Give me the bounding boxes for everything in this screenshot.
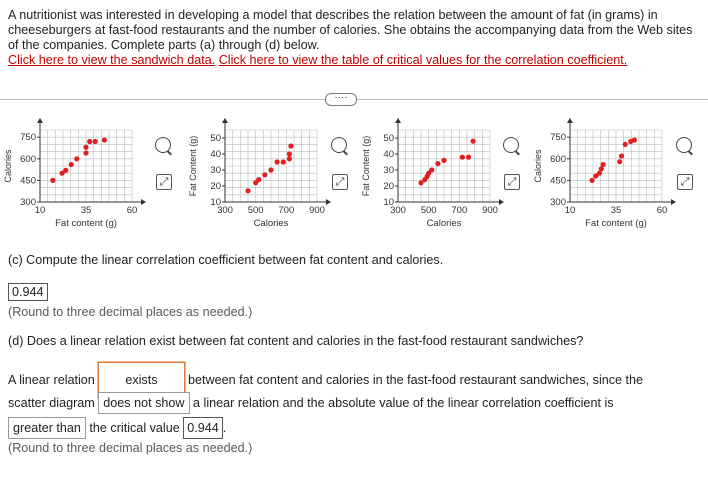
- scatter-option-c: [358, 110, 508, 240]
- data-point: [287, 151, 292, 156]
- data-point: [262, 172, 267, 177]
- data-point: [471, 139, 476, 144]
- x-axis-label: Calories: [253, 218, 289, 229]
- scatter-chart-d: [530, 110, 680, 235]
- data-point: [83, 150, 88, 155]
- x-axis-arrow: [141, 199, 146, 205]
- y-tick-label: 10: [210, 197, 221, 208]
- data-point: [632, 137, 637, 142]
- x-tick-label: 700: [451, 205, 468, 216]
- x-tick-label: 500: [420, 205, 437, 216]
- data-point: [50, 178, 55, 183]
- grid: [570, 130, 662, 202]
- scatter-chart-a: [0, 110, 150, 235]
- part-c-question: (c) Compute the linear correlation coefficient between fat content and calories.: [8, 253, 444, 267]
- external-link-icon[interactable]: ⤢: [677, 174, 693, 190]
- x-axis-label: Fat content (g): [585, 218, 647, 229]
- x-tick-label: 500: [247, 205, 264, 216]
- x-axis-label: Fat content (g): [55, 218, 117, 229]
- magnifier-icon[interactable]: [331, 137, 347, 153]
- grid: [398, 130, 490, 202]
- scatter-option-d: [530, 110, 680, 240]
- y-tick-label: 300: [550, 197, 566, 208]
- x-tick-label: 60: [656, 205, 668, 216]
- y-tick-label: 50: [210, 133, 221, 144]
- external-link-icon[interactable]: ⤢: [332, 174, 348, 190]
- scatter-chart-c: [358, 110, 508, 235]
- data-point: [69, 162, 74, 167]
- x-tick-label: 900: [482, 205, 498, 216]
- y-axis-label: Calories: [533, 149, 543, 183]
- data-point: [87, 139, 92, 144]
- data-point: [256, 177, 261, 182]
- x-tick-label: 900: [309, 205, 325, 216]
- relation-exists-dropdown[interactable]: exists: [98, 362, 184, 398]
- data-point: [275, 159, 280, 164]
- x-axis-arrow: [326, 199, 331, 205]
- data-point: [245, 188, 250, 193]
- external-link-icon[interactable]: ⤢: [156, 174, 172, 190]
- magnifier-icon[interactable]: [676, 137, 692, 153]
- part-d-period: .: [222, 421, 227, 435]
- x-tick-label: 300: [390, 205, 406, 216]
- data-point: [617, 159, 622, 164]
- y-axis-label: Calories: [3, 149, 13, 183]
- critical-values-link[interactable]: Click here to view the table of critical values for the correlation coefficient.: [218, 53, 628, 67]
- data-point: [102, 137, 107, 142]
- y-tick-label: 750: [20, 132, 36, 144]
- data-point: [93, 139, 98, 144]
- y-tick-label: 10: [383, 197, 394, 208]
- y-axis-arrow: [567, 118, 573, 123]
- ellipsis-icon[interactable]: [325, 93, 357, 106]
- external-link-icon[interactable]: ⤢: [504, 174, 520, 190]
- scatter-option-a: [0, 110, 150, 240]
- y-axis-arrow: [395, 118, 401, 123]
- data-point: [619, 153, 624, 158]
- part-d-hint: (Round to three decimal places as needed.): [8, 441, 253, 455]
- y-tick-label: 300: [20, 197, 36, 208]
- data-point: [74, 156, 79, 161]
- grid: [40, 130, 132, 202]
- part-d-text-1: between fat content and calories in the fast-food restaurant sandwiches, since the: [188, 373, 644, 387]
- data-point: [63, 168, 68, 173]
- data-point: [268, 167, 273, 172]
- data-point: [623, 142, 628, 147]
- data-point: [441, 158, 446, 163]
- y-tick-label: 50: [383, 133, 394, 144]
- x-tick-label: 35: [610, 205, 622, 216]
- y-tick-label: 20: [210, 181, 221, 192]
- x-axis-label: Calories: [426, 218, 462, 229]
- part-d-text-4: the critical value: [89, 421, 180, 435]
- correlation-answer-box[interactable]: 0.944: [8, 283, 48, 301]
- magnifier-icon[interactable]: [503, 137, 519, 153]
- part-d-text-2: scatter diagram: [8, 396, 95, 410]
- more-label: ····: [334, 92, 348, 103]
- data-point: [435, 161, 440, 166]
- x-axis-arrow: [671, 199, 676, 205]
- x-tick-label: 60: [126, 205, 138, 216]
- problem-statement: [8, 8, 700, 68]
- y-tick-label: 30: [210, 165, 221, 176]
- data-point: [288, 143, 293, 148]
- part-d-text-3: a linear relation and the absolute value of the linear correlation coefficient is: [193, 396, 614, 410]
- part-c-answer-row: [8, 283, 48, 301]
- y-tick-label: 600: [550, 153, 566, 165]
- sandwich-data-link[interactable]: Click here to view the sandwich data.: [8, 53, 216, 67]
- data-point: [466, 155, 471, 160]
- x-axis-arrow: [499, 199, 504, 205]
- y-tick-label: 20: [383, 181, 394, 192]
- grid: [225, 130, 317, 202]
- scatter-option-b: [185, 110, 335, 240]
- data-point: [429, 167, 434, 172]
- y-axis-label: Fat Content (g): [188, 135, 198, 197]
- y-axis-arrow: [222, 118, 228, 123]
- data-point: [83, 145, 88, 150]
- data-point: [460, 155, 465, 160]
- part-c-hint: (Round to three decimal places as needed.): [8, 305, 253, 319]
- y-tick-label: 30: [383, 165, 394, 176]
- intro-text: A nutritionist was interested in developing a model that describes the relation between the amount of fat (in grams) in cheeseburgers at fast-food restaurants and the number of calories. She obtains the accompanying data from the Web sites of the companies. Complete parts (a) through (d) below.: [8, 8, 693, 52]
- part-d-line3: [8, 417, 226, 439]
- scatter-plots-row: [0, 110, 708, 240]
- x-tick-label: 10: [564, 205, 576, 216]
- y-tick-label: 40: [383, 149, 394, 160]
- y-axis-label: Fat Content (g): [361, 135, 371, 197]
- data-point: [287, 156, 292, 161]
- y-tick-label: 750: [550, 132, 566, 144]
- data-point: [589, 178, 594, 183]
- x-tick-label: 700: [278, 205, 295, 216]
- critical-value-box[interactable]: 0.944: [183, 417, 223, 439]
- part-d-line2: [8, 392, 614, 414]
- comparison-dropdown[interactable]: greater than: [8, 417, 86, 439]
- x-tick-label: 35: [80, 205, 92, 216]
- data-point: [601, 162, 606, 167]
- y-tick-label: 40: [210, 149, 221, 160]
- data-point: [281, 159, 286, 164]
- scatter-chart-b: [185, 110, 335, 235]
- x-tick-label: 300: [217, 205, 233, 216]
- y-axis-arrow: [37, 118, 43, 123]
- y-tick-label: 450: [550, 175, 566, 187]
- part-d-question: (d) Does a linear relation exist between fat content and calories in the fast-food restaurant sandwiches?: [8, 334, 584, 348]
- y-tick-label: 600: [20, 153, 36, 165]
- x-tick-label: 10: [34, 205, 46, 216]
- part-d-prefix: A linear relation: [8, 373, 95, 387]
- magnifier-icon[interactable]: [155, 137, 171, 153]
- scatter-show-dropdown[interactable]: does not show: [98, 392, 189, 414]
- y-tick-label: 450: [20, 175, 36, 187]
